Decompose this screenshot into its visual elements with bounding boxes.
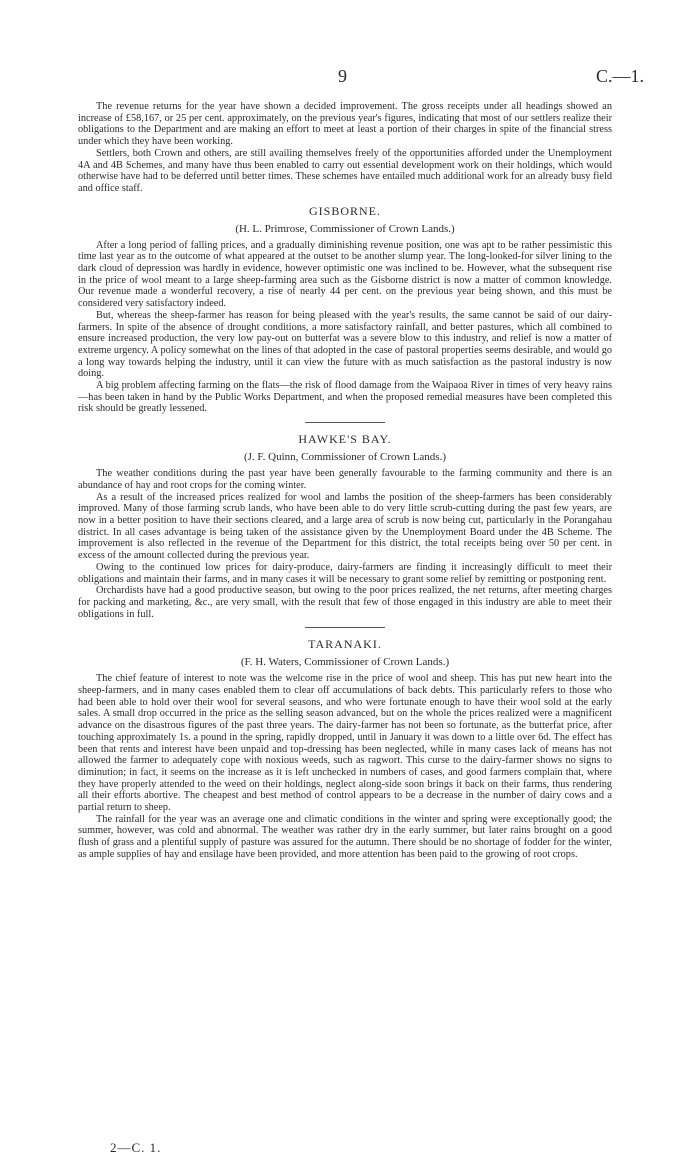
- signature-mark: 2—C. 1.: [110, 1140, 162, 1155]
- intro-section: [78, 101, 612, 195]
- document-reference: C.—1.: [596, 66, 645, 86]
- commissioner-line: (F. H. Waters, Commissioner of Crown Lands.): [240, 656, 450, 669]
- paragraph: A big problem affecting farming on the flats—the risk of flood damage from the Waipaoa River in times of very heavy rains—has been taken in hand by the Public Works Department, and when the proposed remedial measures have been completed this risk should be greatly lessened.: [78, 380, 612, 415]
- paragraph: Settlers, both Crown and others, are still availing themselves freely of the opportunities afforded under the Unemployment 4A and 4B Schemes, and many have thus been enabled to carry out essential development work on their holdings, which would otherwise have had to be deferred until better times. These schemes have entailed much additional work for an already busy field and office staff.: [78, 147, 612, 194]
- commissioner-line: (J. F. Quinn, Commissioner of Crown Lands.): [243, 451, 446, 464]
- section-divider: [305, 422, 385, 423]
- paragraph: But, whereas the sheep-farmer has reason for being pleased with the year's results, the same cannot be said of our dairy-farmers. In spite of the absence of drought conditions, a more satisfactory rainfall, and better pastures, which all combined to ensure increased production, the very low pay-out on butterfat was a severe blow to this industry, and relief is now a matter of extreme urgency. A policy somewhat on the lines of that adopted in the case of pastoral properties seems desirable, and would go a long way towards helping the industry, until it can view the future with as much satisfaction as the pastoral industry is now doing.: [78, 309, 612, 380]
- commissioner-line: (H. L. Primrose, Commissioner of Crown Lands.): [235, 222, 455, 235]
- section-gisborne: [78, 204, 612, 416]
- section-heading: TARANAKI.: [308, 637, 382, 652]
- section-taranaki: [78, 637, 612, 860]
- paragraph: The weather conditions during the past year have been generally favourable to the farming community and there is an abundance of hay and root crops for the coming winter.: [78, 468, 612, 491]
- section-heading: HAWKE'S BAY.: [298, 432, 392, 447]
- section-heading: GISBORNE.: [308, 203, 381, 218]
- page-number: 9: [338, 66, 347, 86]
- paragraph: As a result of the increased prices realized for wool and lambs the position of the sheep-farmers has been considerably improved. Many of those farming scrub lands, who have been able to do very little scrub-cutting during the past few years, are now in a better position to have their sections cleared, and a large area of scrub is now being cut, particularly in the Porangahau district. In all cases advantage is being taken of the assistance given by the Unemployment Board under the 4B Scheme. The improvement is also reflected in the revenue of the Department for this district, the total receipts being over 50 per cent. in excess of the amount collected during the previous year.: [78, 491, 612, 562]
- document-body: [78, 101, 612, 861]
- page-header: [0, 66, 700, 92]
- paragraph: Orchardists have had a good productive season, but owing to the poor prices realized, the net returns, after meeting charges for packing and marketing, &c., are very small, with the result that few of those engaged in this industry are able to meet their obligations in full.: [78, 585, 612, 620]
- paragraph: Owing to the continued low prices for dairy-produce, dairy-farmers are finding it increasingly difficult to meet their obligations and maintain their farms, and in many cases it will be necessary to grant some relief by remitting or postponing rent.: [78, 561, 612, 585]
- paragraph: The rainfall for the year was an average one and climatic conditions in the winter and spring were exceptionally good; the summer, however, was cold and abnormal. The weather was rather dry in the early summer, but later rains brought on a good flush of grass and a plentiful supply of pasture was assured for the autumn. There should be no shortage of fodder for the winter, as ample supplies of hay and ensilage have been provided, and more attention has been paid to the growing of root crops.: [78, 813, 612, 860]
- section-hawkes-bay: [78, 432, 612, 620]
- paragraph: The chief feature of interest to note was the welcome rise in the price of wool and sheep. This has put new heart into the sheep-farmers, and in many cases enabled them to clear off accumulations of back debts. This particularly refers to those who had been able to hold over their wool for several seasons, and who were fortunate enough to have their wool sold at the early sales. A small drop occurred in the price as the selling season advanced, but on the whole the prices realized were a magnificent advance on the disastrous figures of the past three years. The dairy-farmer has not been so fortunate, as the butterfat price, after touching approximately 1s. a pound in the spring, rapidly dropped, until in January it was down to a little over 6d. The effect has been that rents and interest have been unpaid and top-dressing has been neglected, while in many cases lack of means has not allowed the farmer to adequately cope with noxious weeds, such as ragwort. This curse to the dairy-farmer shows no signs to diminution; in fact, it seems on the increase as it is left unchecked in numbers of cases, and good farmers complain that, where they have properly attended to the weed on their holdings, neglect along-side soon brings it back on their farms, thus rendering all their efforts abortive. The cheapest and best method of control appears to be a decrease in the number of dairy cows and a partial return to sheep.: [78, 673, 612, 814]
- section-divider: [305, 627, 385, 628]
- paragraph: The revenue returns for the year have shown a decided improvement. The gross receipts under all headings showed an increase of £58,167, or 25 per cent. approximately, on the previous year's figures, indicating that most of our settlers realize their obligations to the Department and are making an effort to meet at least a portion of their charges in spite of the financial stress under which they have been working.: [78, 101, 612, 148]
- paragraph: After a long period of falling prices, and a gradually diminishing revenue position, one was apt to be rather pessimistic this time last year as to the outcome of what appeared at the outset to be another slump year. The long-looked-for silver lining to the dark cloud of depression was hardly in evidence, however optimistic one was inclined to be. However, what the subsequent rise in the price of wool meant to a large sheep-farming area such as the Gisborne district is now a matter of common knowledge. Our revenue made a wonderful recovery, a rise of nearly 44 per cent. on the previous year being shown, and this must be considered very satisfactory indeed.: [78, 239, 612, 310]
